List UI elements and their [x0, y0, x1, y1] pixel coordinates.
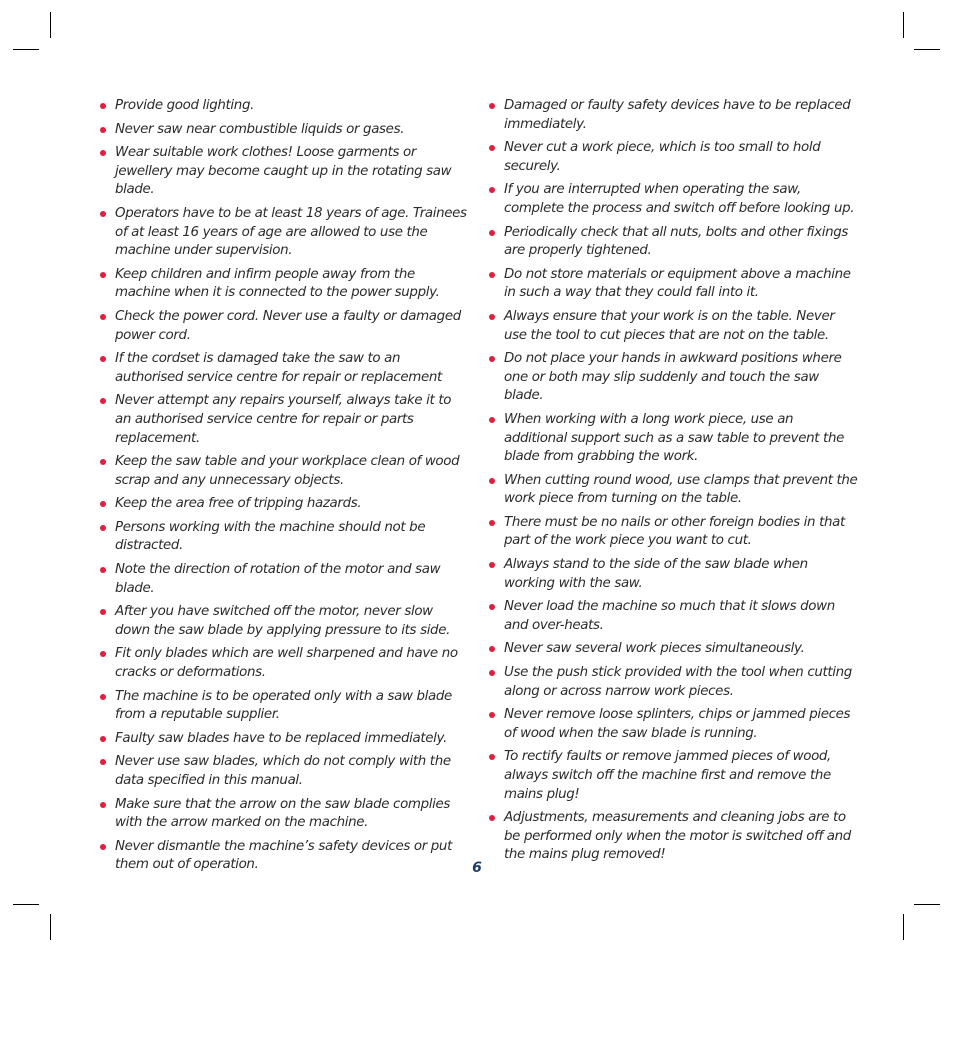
safety-instruction-item	[100, 392, 470, 448]
safety-instruction-text: After you have switched off the motor, never slow down the saw blade by applying pressure to its side.	[115, 604, 451, 638]
safety-list-right-column	[489, 97, 859, 870]
safety-instruction-text: Never dismantle the machine’s safety devices or put them out of operation.	[115, 838, 452, 873]
bullet-dot-icon	[100, 567, 106, 573]
safety-instruction-item	[100, 308, 470, 345]
safety-instruction-item	[489, 308, 859, 345]
safety-instruction-text: Never use saw blades, which do not comply with the data specified in this manual.	[115, 754, 451, 788]
bullet-dot-icon	[489, 670, 495, 676]
safety-list-left-column	[100, 97, 470, 880]
safety-instruction-item	[489, 139, 859, 176]
safety-instruction-item	[100, 144, 470, 200]
crop-mark-bottom-right-h	[914, 904, 940, 905]
safety-instruction-item	[100, 753, 470, 790]
bullet-dot-icon	[100, 356, 106, 362]
bullet-dot-icon	[489, 646, 495, 652]
safety-instruction-text: The machine is to be operated only with a saw blade from a reputable supplier.	[115, 688, 452, 723]
bullet-dot-icon	[100, 651, 106, 657]
safety-instruction-item	[100, 603, 470, 640]
safety-instruction-text: Note the direction of rotation of the motor and saw blade.	[115, 562, 441, 596]
bullet-dot-icon	[489, 604, 495, 610]
bullet-dot-icon	[100, 103, 106, 109]
bullet-dot-icon	[100, 609, 106, 615]
safety-instruction-item	[100, 266, 470, 303]
safety-instruction-item	[100, 645, 470, 682]
crop-mark-top-left-h	[13, 49, 39, 50]
safety-instruction-text: To rectify faults or remove jammed pieces of wood, always switch off the machine first and remove the mains plug!	[504, 749, 831, 802]
bullet-dot-icon	[489, 520, 495, 526]
safety-instruction-text: Adjustments, measurements and cleaning jobs are to be performed only when the motor is switched off and the mains plug removed!	[504, 810, 851, 863]
bullet-dot-icon	[489, 754, 495, 760]
bullet-dot-icon	[100, 525, 106, 531]
safety-instruction-item	[100, 350, 470, 387]
crop-mark-top-right-h	[914, 49, 940, 50]
crop-mark-bottom-right-v	[903, 914, 904, 940]
bullet-dot-icon	[489, 417, 495, 423]
safety-instruction-item	[100, 561, 470, 598]
bullet-dot-icon	[489, 712, 495, 718]
safety-instruction-text: Wear suitable work clothes! Loose garments or jewellery may become caught up in the rotating saw blade.	[115, 145, 452, 198]
safety-instruction-text: Never saw several work pieces simultaneously.	[504, 641, 805, 657]
safety-instruction-text: Fit only blades which are well sharpened and have no cracks or deformations.	[115, 646, 458, 681]
safety-instruction-item	[100, 796, 470, 833]
safety-instruction-text: Faulty saw blades have to be replaced immediately.	[115, 730, 447, 746]
safety-instruction-text: When working with a long work piece, use an additional support such as a saw table to prevent the blade from grabbing the work.	[504, 411, 844, 465]
bullet-dot-icon	[489, 356, 495, 362]
safety-instruction-item	[489, 97, 859, 134]
safety-instruction-text: Use the push stick provided with the tool when cutting along or across narrow work pieces.	[504, 665, 852, 699]
safety-instruction-item	[489, 266, 859, 303]
bullet-dot-icon	[100, 802, 106, 808]
bullet-dot-icon	[489, 815, 495, 821]
bullet-dot-icon	[100, 844, 106, 850]
safety-instruction-text: Check the power cord. Never use a faulty or damaged power cord.	[115, 308, 461, 343]
safety-instruction-item	[489, 809, 859, 865]
safety-instruction-item	[489, 350, 859, 406]
safety-instruction-item	[489, 664, 859, 701]
crop-mark-bottom-left-h	[13, 904, 39, 905]
safety-instruction-text: Do not store materials or equipment above a machine in such a way that they could fall into it.	[504, 266, 851, 301]
bullet-dot-icon	[100, 211, 106, 217]
bullet-dot-icon	[489, 145, 495, 151]
bullet-dot-icon	[100, 501, 106, 507]
bullet-dot-icon	[489, 272, 495, 278]
safety-instruction-text: Always stand to the side of the saw blade when working with the saw.	[504, 557, 808, 591]
bullet-dot-icon	[100, 759, 106, 765]
safety-instruction-text: Never cut a work piece, which is too small to hold securely.	[504, 140, 821, 174]
safety-instruction-text: Keep children and infirm people away from the machine when it is connected to the power supply.	[115, 266, 440, 301]
safety-instruction-text: Provide good lighting.	[115, 98, 254, 113]
safety-instruction-item	[100, 495, 470, 514]
safety-instruction-text: Never attempt any repairs yourself, always take it to an authorised service centre for repair or parts replacement.	[115, 393, 452, 446]
bullet-dot-icon	[489, 562, 495, 568]
safety-instruction-item	[489, 224, 859, 261]
bullet-dot-icon	[489, 103, 495, 109]
safety-instruction-text: If you are interrupted when operating the saw, complete the process and switch off before looking up.	[504, 182, 855, 216]
bullet-dot-icon	[100, 272, 106, 278]
safety-instruction-item	[489, 748, 859, 804]
safety-instruction-text: Persons working with the machine should not be distracted.	[115, 519, 426, 554]
safety-instruction-item	[489, 706, 859, 743]
safety-instruction-text: Never saw near combustible liquids or gases.	[115, 121, 405, 137]
bullet-dot-icon	[100, 127, 106, 133]
page-number: 6	[472, 860, 482, 876]
bullet-dot-icon	[489, 187, 495, 193]
crop-mark-top-right-v	[903, 12, 904, 38]
safety-instruction-text: Periodically check that all nuts, bolts and other fixings are properly tightened.	[504, 224, 849, 259]
crop-mark-top-left-v	[50, 12, 51, 38]
safety-instruction-item	[100, 519, 470, 556]
safety-instruction-text: Make sure that the arrow on the saw blade complies with the arrow marked on the machine.	[115, 796, 451, 831]
safety-instruction-item	[100, 205, 470, 261]
safety-instruction-item	[489, 472, 859, 509]
safety-instruction-item	[489, 514, 859, 551]
safety-instruction-text: Damaged or faulty safety devices have to be replaced immediately.	[504, 98, 851, 132]
safety-instruction-item	[489, 181, 859, 218]
safety-instruction-item	[100, 453, 470, 490]
safety-instruction-text: Do not place your hands in awkward positions where one or both may slip suddenly and touch the saw blade.	[504, 351, 842, 404]
safety-instruction-text: Keep the saw table and your workplace clean of wood scrap and any unnecessary objects.	[115, 454, 460, 488]
safety-instruction-text: Never load the machine so much that it slows down and over-heats.	[504, 599, 835, 633]
safety-instruction-text: Keep the area free of tripping hazards.	[115, 496, 362, 512]
safety-instruction-text: Never remove loose splinters, chips or jammed pieces of wood when the saw blade is running.	[504, 707, 851, 741]
safety-instruction-text: There must be no nails or other foreign bodies in that part of the work piece you want to cut.	[504, 514, 845, 549]
safety-instruction-item	[100, 121, 470, 140]
crop-mark-bottom-left-v	[50, 914, 51, 940]
safety-instruction-text: When cutting round wood, use clamps that prevent the work piece from turning on the table.	[504, 472, 858, 507]
safety-instruction-item	[100, 688, 470, 725]
safety-instruction-text: Operators have to be at least 18 years of age. Trainees of at least 16 years of age are allowed to use the machine under supervision.	[115, 205, 467, 259]
safety-instruction-item	[100, 97, 470, 116]
bullet-dot-icon	[100, 459, 106, 465]
safety-instruction-item	[489, 556, 859, 593]
bullet-dot-icon	[489, 230, 495, 236]
bullet-dot-icon	[100, 736, 106, 742]
safety-instruction-item	[489, 640, 859, 659]
safety-instruction-item	[100, 730, 470, 749]
safety-instruction-item	[489, 598, 859, 635]
safety-instruction-text: If the cordset is damaged take the saw to an authorised service centre for repair or replacement	[115, 351, 442, 385]
bullet-dot-icon	[100, 314, 106, 320]
bullet-dot-icon	[489, 314, 495, 320]
safety-instruction-text: Always ensure that your work is on the table. Never use the tool to cut pieces that are not on the table.	[504, 308, 835, 343]
bullet-dot-icon	[100, 150, 106, 156]
bullet-dot-icon	[489, 478, 495, 484]
bullet-dot-icon	[100, 398, 106, 404]
safety-instruction-item	[489, 411, 859, 467]
bullet-dot-icon	[100, 694, 106, 700]
